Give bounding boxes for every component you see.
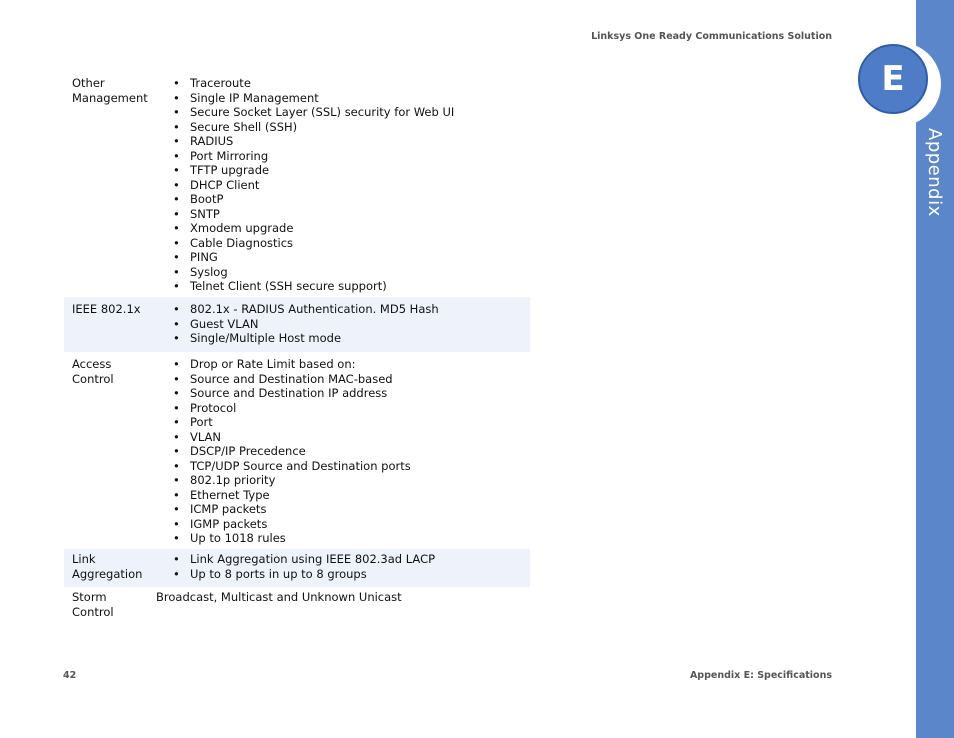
list-item: • Port <box>173 415 411 430</box>
spec-row-access-control <box>64 352 530 549</box>
list-item: • Secure Shell (SSH) <box>173 120 454 135</box>
list-item: • Xmodem upgrade <box>173 221 454 236</box>
row-text: Broadcast, Multicast and Unknown Unicast <box>156 590 402 604</box>
list-item: • Up to 1018 rules <box>173 531 411 546</box>
spec-row-other-management <box>64 74 530 297</box>
spec-row-ieee-8021x <box>64 297 530 352</box>
spec-list <box>173 357 411 546</box>
list-item: • Protocol <box>173 401 411 416</box>
list-item: • 802.1x - RADIUS Authentication. MD5 Hash <box>173 302 439 317</box>
list-item: • Single IP Management <box>173 91 454 106</box>
list-item: • Single/Multiple Host mode <box>173 331 439 346</box>
list-item: • PING <box>173 250 454 265</box>
list-item: • Port Mirroring <box>173 149 454 164</box>
spec-list <box>173 552 435 581</box>
section-label: Appendix <box>924 128 945 217</box>
list-item: • Drop or Rate Limit based on: <box>173 357 411 372</box>
list-item: • Link Aggregation using IEEE 802.3ad LACP <box>173 552 435 567</box>
list-item: • Source and Destination IP address <box>173 386 411 401</box>
list-item: • DHCP Client <box>173 178 454 193</box>
row-label: Other Management <box>72 76 148 105</box>
list-item: • VLAN <box>173 430 411 445</box>
footer-section: Appendix E: Specifications <box>689 670 832 681</box>
appendix-letter-badge <box>858 44 928 114</box>
spec-row-link-aggregation <box>64 549 530 587</box>
list-item: • RADIUS <box>173 134 454 149</box>
spec-row-storm-control <box>64 587 530 627</box>
list-item: • BootP <box>173 192 454 207</box>
row-label: Storm Control <box>72 590 114 619</box>
row-label: Access Control <box>72 357 114 386</box>
list-item: • TFTP upgrade <box>173 163 454 178</box>
section-label-container <box>918 128 954 248</box>
list-item: • Cable Diagnostics <box>173 236 454 251</box>
list-item: • SNTP <box>173 207 454 222</box>
spec-list <box>173 302 439 346</box>
list-item: • Syslog <box>173 265 454 280</box>
list-item: • DSCP/IP Precedence <box>173 444 411 459</box>
list-item: • IGMP packets <box>173 517 411 532</box>
list-item: • TCP/UDP Source and Destination ports <box>173 459 411 474</box>
list-item: • 802.1p priority <box>173 473 411 488</box>
row-label: IEEE 802.1x <box>72 302 141 316</box>
list-item: • Telnet Client (SSH secure support) <box>173 279 454 294</box>
spec-list <box>173 76 454 294</box>
page-number: 42 <box>63 670 77 681</box>
specifications-table <box>64 74 530 627</box>
badge-letter: E <box>881 59 905 99</box>
list-item: • Guest VLAN <box>173 317 439 332</box>
running-header: Linksys One Ready Communications Solution <box>591 31 832 42</box>
list-item: • Ethernet Type <box>173 488 411 503</box>
row-label: Link Aggregation <box>72 552 143 581</box>
list-item: • Traceroute <box>173 76 454 91</box>
list-item: • ICMP packets <box>173 502 411 517</box>
list-item: • Source and Destination MAC-based <box>173 372 411 387</box>
list-item: • Up to 8 ports in up to 8 groups <box>173 567 435 582</box>
list-item: • Secure Socket Layer (SSL) security for Web UI <box>173 105 454 120</box>
